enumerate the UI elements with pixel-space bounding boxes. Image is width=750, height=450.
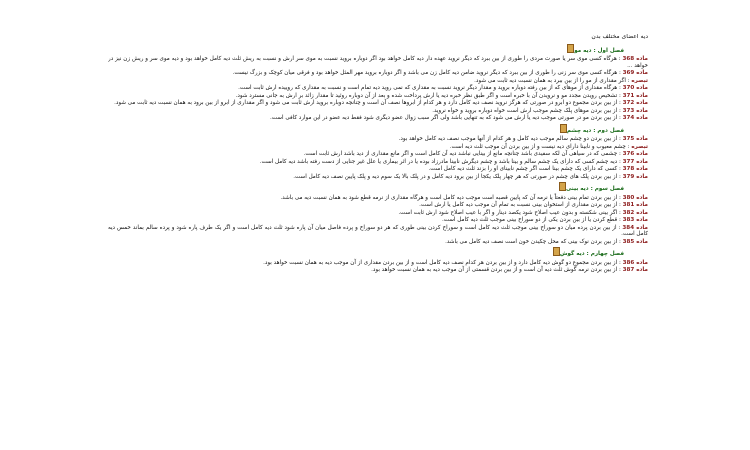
article-text: : کسی که دارای یک چشم بینا است اگر چشم نابینای او را بزند ثلث دیه کامل است. [428,166,623,172]
article-number: ماده 385 [622,238,648,245]
section-heading [108,124,648,135]
article-paragraph [108,78,648,85]
article-number: ماده 369 [622,70,648,76]
section-heading [108,44,648,55]
article-number: ماده 372 [622,100,648,106]
article-text: : از بین بردن مجموع دو گوش دیه کامل دارد و از بین بردن هر کدام نصف دیه کامل است و از بین بردن مقداری از آن موجب دیه به همان نسبت خواهد بود. [263,259,623,266]
document-page [108,34,648,444]
article-text: : چشم معیوب و نابینا دارای دیه نیست و از بین بردن آن موجب ثلث دیه است. [449,143,632,150]
section-heading-text: فصل سوم : دیه بینی [566,186,624,192]
article-text: : از بین بردن پلک های چشم در صورتی که هر چهار پلک یکجا از بین برود دیه کامل و در پلک بالا یک سوم دیه و پلک پایین نصف دیه کامل است. [293,173,623,180]
article-paragraph [108,239,648,246]
article-text: : تشخیص رویدن مجدد مو و نرویدن آن با خبره است و اگر طبق نظر خبره دیه یا ارش پرداخت شده و بعد از آن دوباره روئید تا مقدار زائد بر ارش به جانی مسترد شود. [235,92,623,99]
article-paragraph [108,70,648,77]
article-text: : دیه چشم کسی که دارای یک چشم سالم و بینا باشد و چشم دیگرش نابینا مادرزاد بوده یا در اثر بیماری یا علل غیر جنایی از دست رفته باشد دیه کامل است. [259,158,623,165]
bookmark-icon [560,124,567,133]
article-number: ماده 376 [622,151,648,157]
article-number: ماده 381 [622,202,648,208]
article-text: : از بین بردن نرمه گوش ثلث دیه آن است و از بین بردن قسمتی از آن موجب دیه به همان نسبت خواهد بود. [371,267,623,273]
article-paragraph [108,260,648,267]
document-body [108,44,648,274]
section-heading-text: فصل دوم : دیه چشم [566,127,624,134]
article-paragraph [108,100,648,107]
article-paragraph [108,93,648,100]
article-paragraph [108,85,648,92]
article-paragraph [108,210,648,217]
article-number: ماده 386 [622,259,648,266]
article-text: : از بین بردن مقداری از استخوان بینی نسبت به تمام آن موجب دیه کامل یا ارش است. [419,202,623,208]
article-paragraph [108,115,648,122]
bookmark-icon [553,247,560,256]
article-text: : هرگاه کسی موی سر زنی را طوری از بین ببرد که دیگر نروید ضامن دیه کامل زن می باشد و اگر دوباره بروید مهر المثل خواهد بود و فرقی میان کوچک و بزرگ نیست. [232,70,623,76]
article-number: ماده 387 [622,267,648,273]
article-number: ماده 374 [622,115,648,121]
section-heading [108,182,648,193]
article-text: : از بین بردن پرده میان دو سوراخ بینی موجب ثلث دیه کامل است و سوراخ کردن بینی طوری که هر دو سوراخ و پرده فاصل میان آن پاره شود ثلث دیه کامل است و اگر یک طرف پاره شود و پرده سالم بماند خمس دیه کامل است. [108,224,648,237]
article-number: ماده 379 [622,173,648,180]
page-title: دیه اعضای مختلف بدن [591,34,648,40]
article-number: ماده 382 [622,209,648,216]
article-number: ماده 368 [622,56,648,62]
article-paragraph [108,144,648,151]
article-paragraph [108,108,648,115]
article-paragraph [108,151,648,158]
article-number: تبصره [631,77,648,84]
article-number: ماده 371 [622,92,648,99]
article-text: : از بین بردن مجموع دو ابرو در صورتی که هرگز نروید نصف دیه کامل دارد و هر کدام از ابروها نصف آن است و چنانچه دوباره بروید ارش ثابت می شود و اگر مقداری از ابرو از بین برود به همان نسبت دیه ثابت می شود. [114,100,623,106]
article-number: ماده 373 [622,107,648,114]
article-text: : از بین بردن تمام بینی دفعتاً یا نرمه آن که پایین قصبه است موجب دیه کامل است و هرگاه مقداری از نرمه قطع شود به همان نسبت دیه می باشد. [280,194,623,201]
article-text: : از بین بردن مو در صورتی موجب دیه یا ارش می شود که به تنهایی باشد ولی اگر سبب زوال عضو دیگری شود فقط دیه عضو در این موارد کافی است. [270,115,623,121]
article-paragraph [108,267,648,274]
article-number: ماده 375 [622,136,648,142]
article-text: : از بین بردن دو چشم سالم موجب دیه کامل و هر کدام از آنها موجب نصف دیه کامل خواهد بود. [398,136,623,142]
article-paragraph [108,225,648,238]
article-paragraph [108,136,648,143]
article-number: تبصره [631,143,648,150]
article-number: ماده 378 [622,166,648,172]
article-text: : از بین بردن موهای پلک چشم موجب ارش است خواه دوباره بروید و خواه نروید. [432,107,623,114]
section-heading [108,247,648,258]
article-text: : اگر مقداری از مو را از بین ببرد به همان نسبت دیه ثابت می شود. [474,77,632,84]
article-paragraph [108,56,648,69]
article-paragraph [108,217,648,224]
article-number: ماده 380 [622,194,648,201]
article-paragraph [108,195,648,202]
article-paragraph [108,174,648,181]
article-number: ماده 370 [622,85,648,91]
section-heading-text: فصل اول : دیه مو [574,47,624,54]
section-heading-text: فصل چهارم : دیه گوش [559,251,624,257]
article-text: : چشمی که در سیاهی آن لکه سفیدی باشد چنانچه مانع از بینایی نباشد دیه آن کامل است و اگر مانع مقداری از دید باشد ارش ثابت است. [303,151,623,157]
article-text: : از بین بردن نوک بینی که محل چکیدن خون است نصف دیه کامل می باشد. [445,238,623,245]
article-text: : اگر بینی شکسته و بدون عیب اصلاح شود یکصد دینار و اگر با عیب اصلاح شود ارش ثابت است. [398,209,623,216]
article-text: : هرگاه مقداری از موهای که از بین رفته دوباره بروید و مقدار دیگر نروید نسبت به مقداری که نمی روید دیه تمام است و نسبت به مقداری که روییده ارش ثابت است. [238,85,623,91]
bookmark-icon [559,182,566,191]
article-text: : هرگاه کسی موی سر یا صورت مردی را طوری از بین ببرد که دیگر نروید عهده دار دیه کامل خواهد بود اگر دوباره بروید نسبت به موی سر ارش و نسبت به ریش ثلث دیه کامل خواهد بود و دیه موی سر و ریش زن نیز در خواهد ... [108,56,648,69]
article-text: : قطع کردن یا از بین بردن یکی از دو سوراخ بینی موجب ثلث دیه کامل است. [441,217,623,223]
article-paragraph [108,159,648,166]
article-number: ماده 384 [622,224,648,231]
article-paragraph [108,202,648,209]
article-number: ماده 383 [622,217,648,223]
article-number: ماده 377 [622,158,648,165]
article-paragraph [108,166,648,173]
